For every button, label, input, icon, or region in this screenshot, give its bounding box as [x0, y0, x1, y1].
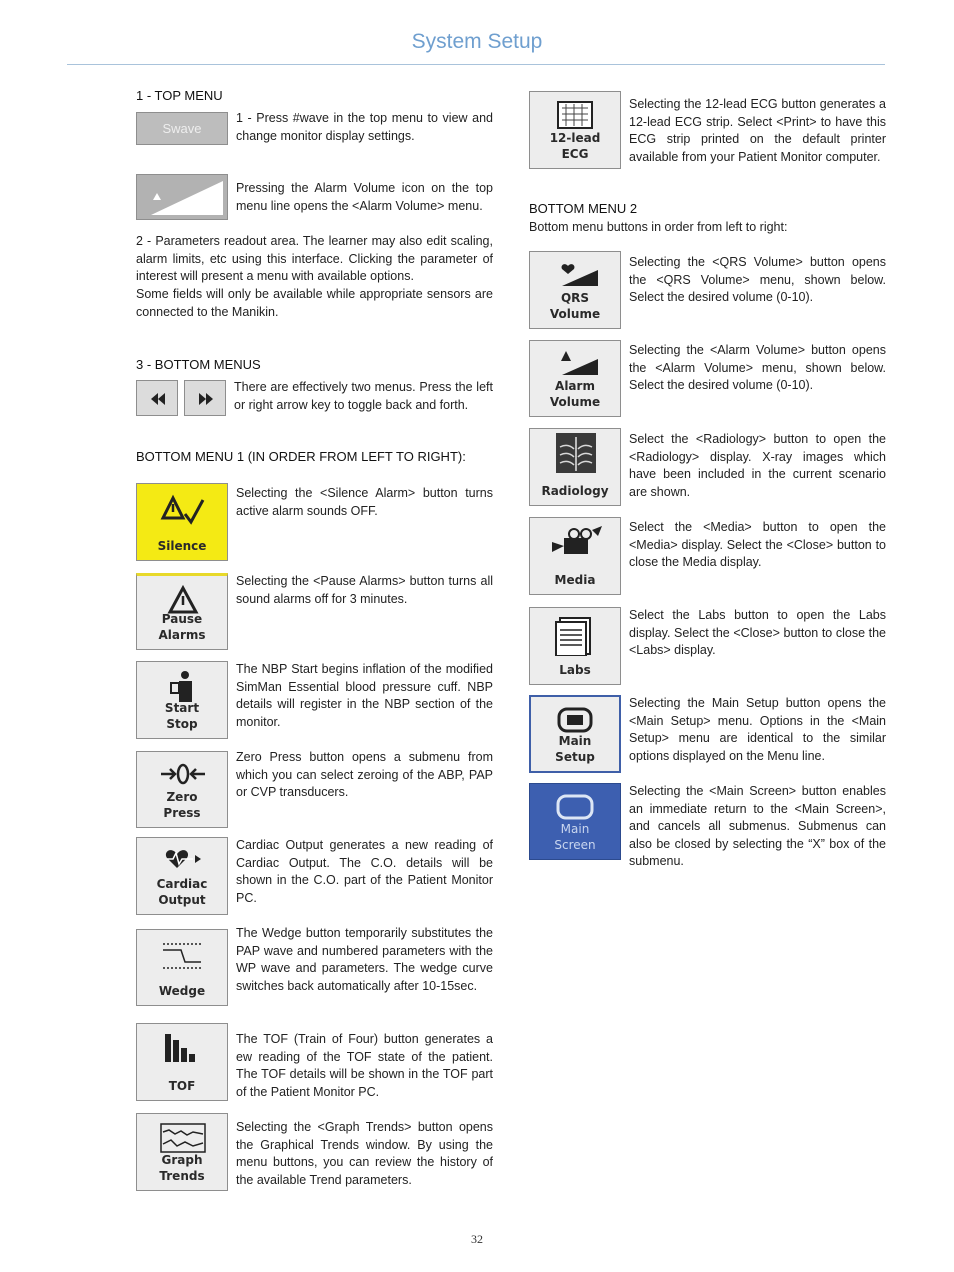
silence-label: Silence — [157, 539, 207, 553]
cardiac-output-label: Cardiac Output — [156, 877, 208, 907]
qrs-volume-description: Selecting the <QRS Volume> button opens the <QRS Volume> menu, shown below. Select the desired volume (0-10). — [629, 255, 886, 305]
ecg-strip-icon — [530, 100, 620, 134]
tof-button[interactable] — [136, 1023, 228, 1101]
zero-press-description: Zero Press button opens a submenu from which you can select zeroing of the ABP, PAP or CVP transducers. — [236, 750, 493, 800]
video-camera-icon — [530, 526, 620, 560]
wedge-description: The Wedge button temporarily substitutes the PAP wave and numbered parameters with the WP wave and parameters. The wedge curve switches back automatically after 10-15sec. — [236, 926, 493, 993]
ecg-label: 12-lead ECG — [549, 131, 601, 161]
bottom-menus-heading: 3 - BOTTOM MENUS — [136, 357, 261, 372]
media-button[interactable] — [529, 517, 621, 595]
main-setup-label: Main Setup — [555, 734, 595, 764]
pause-alarms-description: Selecting the <Pause Alarms> button turns all sound alarms off for 3 minutes. — [236, 574, 493, 606]
graph-trends-button[interactable] — [136, 1113, 228, 1191]
page-title: System Setup — [411, 30, 543, 53]
xray-icon — [530, 433, 620, 475]
wedge-button[interactable] — [136, 929, 228, 1006]
pause-alarms-button[interactable] — [136, 573, 228, 650]
pause-alarms-label: Pause Alarms — [158, 612, 206, 642]
arrows-description: There are effectively two menus. Press the left or right arrow key to toggle back and forth. — [234, 380, 493, 412]
graph-trends-label: Graph Trends — [159, 1153, 205, 1183]
fast-forward-icon — [185, 381, 226, 416]
qrs-volume-icon — [530, 260, 620, 290]
cardiac-output-description: Cardiac Output generates a new reading of Cardiac Output. The C.O. details will be shown in the C.O. part of the Patient Monitor PC. — [236, 838, 493, 905]
media-label: Media — [554, 573, 596, 587]
swave-button[interactable] — [136, 112, 228, 145]
cardiac-output-button[interactable] — [136, 837, 228, 915]
start-stop-label: Start Stop — [164, 701, 200, 731]
main-setup-description: Selecting the Main Setup button opens the <Main Setup> menu. Options in the <Main Setup> menu are identical to the similar options displayed on the Menu line. — [629, 696, 886, 763]
main-screen-button[interactable] — [529, 783, 621, 860]
qrs-volume-button[interactable] — [529, 251, 621, 329]
alarm-volume-top-button[interactable] — [136, 174, 228, 220]
main-setup-icon — [531, 705, 619, 735]
tof-bars-icon — [137, 1032, 227, 1066]
radiology-description: Select the <Radiology> button to open the <Radiology> display. X-ray images which have been included in the current scenario are shown. — [629, 432, 886, 499]
bottom-menu1-heading: BOTTOM MENU 1 (IN ORDER FROM LEFT TO RIGHT): — [136, 449, 466, 464]
cardiac-output-icon — [137, 846, 227, 876]
tof-label: TOF — [168, 1079, 196, 1093]
top-menu-heading: 1 - TOP MENU — [136, 88, 223, 103]
page-number: 32 — [471, 1232, 483, 1246]
left-arrow-button[interactable] — [136, 380, 178, 416]
bottom-menu2-heading: BOTTOM MENU 2 — [529, 201, 638, 216]
labs-button[interactable] — [529, 607, 621, 685]
radiology-label: Radiology — [541, 484, 609, 498]
silence-description: Selecting the <Silence Alarm> button turns active alarm sounds OFF. — [236, 486, 493, 518]
parameters-note: Some fields will only be available while appropriate sensors are connected to the Manikin. — [136, 287, 493, 319]
wedge-wave-icon — [137, 938, 227, 972]
parameters-description: 2 - Parameters readout area. The learner may also edit scaling, alarm limits, etc using this interface. Clicking the parameter of interest will present a menu with available options. — [136, 234, 493, 284]
main-screen-label: Main Screen — [554, 822, 596, 852]
nbp-description: The NBP Start begins inflation of the modified SimMan Essential blood pressure cuff. NBP details will register in the NBP section of the monitor. — [236, 662, 493, 729]
main-setup-button[interactable] — [529, 695, 621, 773]
main-screen-icon — [530, 792, 620, 822]
alarm-volume-icon — [530, 349, 620, 379]
main-screen-description: Selecting the <Main Screen> button enables an immediate return to the <Main Screen>, and cancels all submenus. Submenus can also be closed by selecting the “X” box of the submenu. — [629, 784, 886, 869]
zero-press-button[interactable] — [136, 751, 228, 828]
graph-trends-description: Selecting the <Graph Trends> button opens the Graphical Trends window. By using the menu buttons, you can review the history of the available Trend parameters. — [236, 1120, 493, 1187]
silence-button[interactable] — [136, 483, 228, 561]
nbp-start-stop-button[interactable] — [136, 661, 228, 739]
media-description: Select the <Media> button to open the <Media> display. Select the <Close> button to close the Media display. — [629, 520, 886, 570]
title-divider — [67, 64, 885, 65]
swave-description: 1 - Press #wave in the top menu to view and change monitor display settings. — [236, 111, 493, 143]
right-arrow-button[interactable] — [184, 380, 226, 416]
radiology-button[interactable] — [529, 428, 621, 506]
alarm-volume-description: Pressing the Alarm Volume icon on the top menu line opens the <Alarm Volume> menu. — [236, 181, 493, 213]
swave-label: Swave — [162, 121, 202, 136]
ecg-description: Selecting the 12-lead ECG button generates a 12-lead ECG strip. Select <Print> to have this ECG strip printed on the default printer available from your Patient Monitor computer. — [629, 97, 886, 164]
rewind-icon — [137, 381, 178, 416]
tof-description: The TOF (Train of Four) button generates a ew reading of the TOF state of the patient. The TOF details will be shown in the TOF part of the Patient Monitor PC. — [236, 1032, 493, 1099]
nbp-person-icon — [137, 670, 227, 704]
alarm-volume-ramp-icon — [137, 175, 228, 220]
zero-press-icon — [137, 760, 227, 792]
bottom-menu2-subheading: Bottom menu buttons in order from left to right: — [529, 220, 788, 234]
wedge-label: Wedge — [158, 984, 206, 998]
qrs-volume-label: QRS Volume — [549, 291, 601, 321]
labs-description: Select the Labs button to open the Labs display. Select the <Close> button to close the <Labs> display. — [629, 608, 886, 658]
graph-trends-icon — [137, 1122, 227, 1154]
alarm-volume-label: Alarm Volume — [549, 379, 601, 409]
alarm-volume-button[interactable] — [529, 340, 621, 417]
zero-press-label: Zero Press — [163, 790, 201, 820]
labs-document-icon — [530, 616, 620, 656]
labs-label: Labs — [559, 663, 591, 677]
twelve-lead-ecg-button[interactable] — [529, 91, 621, 169]
silence-alarm-icon — [137, 492, 227, 532]
alarm-volume-menu-description: Selecting the <Alarm Volume> button opens the <Alarm Volume> menu, shown below. Select the desired volume (0-10). — [629, 343, 886, 393]
